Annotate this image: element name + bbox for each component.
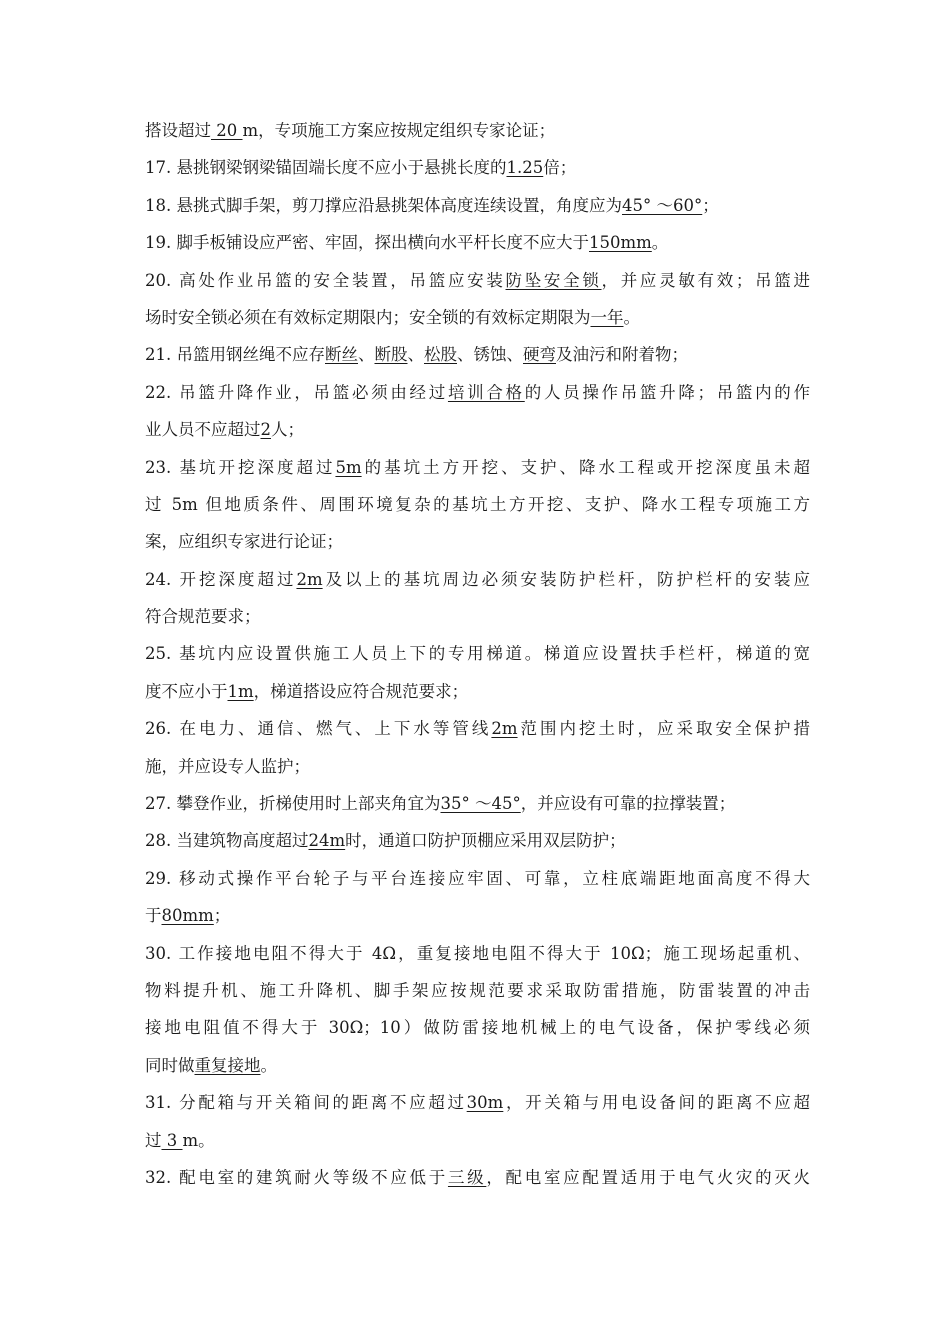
text-segment: 度不应小于 [145,681,228,701]
text-segment: 搭设超过 [145,121,211,140]
underlined-answer: 2m [296,569,323,589]
text-segment: 业人员不应超过 [145,420,261,440]
text-segment: 17. 悬挑钢梁钢梁锚固端长度不应小于悬挑长度的 [145,158,507,178]
text-line [145,262,810,299]
underlined-answer: 35° ～45° [440,794,521,814]
text-line [145,935,810,972]
text-line [145,224,810,261]
text-segment: 20. 高处作业吊篮的安全装置，吊篮应安装 [145,270,506,290]
text-segment: ，并应灵敏有效；吊篮进 [601,270,810,290]
text-line [145,1009,810,1046]
underlined-answer: 3 [161,1130,183,1150]
text-line [145,860,810,897]
text-segment: ，开关箱与用电设备间的距离不应超 [503,1093,810,1113]
text-line [145,149,810,186]
text-segment: 25. 基坑内应设置供施工人员上下的专用梯道。梯道应设置扶手栏杆，梯道的宽 [145,644,810,664]
text-line [145,822,810,859]
text-segment: 27. 攀登作业，折梯使用时上部夹角宜为 [145,794,441,814]
text-segment: 19. 脚手板铺设应严密、牢固，探出横向水平杆长度不应大于 [145,233,589,253]
text-segment: ； [213,906,231,926]
text-line [145,1084,810,1121]
text-line [145,299,810,336]
document-body [145,112,810,1196]
text-segment: 24. 开挖深度超过 [145,569,297,589]
text-segment: 、 [407,345,424,365]
text-segment: 22. 吊篮升降作业，吊篮必须由经过 [145,382,448,402]
document-page [145,112,810,1196]
text-line [145,748,810,785]
text-line [145,785,810,822]
text-line [145,635,810,672]
underlined-answer: 24m [308,831,346,851]
text-segment: 的基坑土方开挖、支护、降水工程或开挖深度虽未超 [361,457,810,477]
text-segment: 23. 基坑开挖深度超过 [145,457,336,477]
text-segment: 、 [358,345,375,365]
text-segment: 倍； [543,158,577,178]
text-segment: 符合规范要求； [145,607,261,627]
text-segment: ； [702,195,719,215]
underlined-answer: 5m [335,457,362,477]
text-segment: 21. 吊篮用钢丝绳不应存 [145,345,325,365]
underlined-answer: 重复接地 [194,1055,261,1075]
text-line [145,1122,810,1159]
underlined-answer: 45° ～60° [622,195,703,215]
text-segment: 过 5m 但地质条件、周围环境复杂的基坑土方开挖、支护、降水工程专项施工方 [145,494,810,514]
text-line [145,336,810,373]
text-segment: 18. 悬挑式脚手架，剪刀撑应沿悬挑架体高度连续设置，角度应为 [145,195,622,215]
text-line [145,972,810,1009]
underlined-answer: 防坠安全锁 [505,270,602,290]
underlined-answer: 1m [227,681,254,701]
text-line [145,710,810,747]
text-line [145,486,810,523]
text-segment: m，专项施工方案应按规定组织专家论证； [242,121,556,140]
underlined-answer: 一年 [590,307,624,327]
underlined-answer: 三级 [447,1167,487,1187]
text-segment: ，梯道搭设应符合规范要求； [253,681,469,701]
underlined-answer: 松股 [424,345,457,365]
underlined-answer: 2m [491,719,518,739]
text-segment: 26. 在电力、通信、燃气、上下水等管线 [145,719,492,739]
text-segment: 。 [623,307,640,327]
text-segment: 30. 工作接地电阻不得大于 4Ω，重复接地电阻不得大于 10Ω；施工现场起重机、 [145,943,810,963]
underlined-answer: 硬弯 [523,345,556,365]
text-line [145,598,810,635]
text-segment: 、锈蚀、 [457,345,523,365]
text-line [145,187,810,224]
text-segment: 的人员操作吊篮升降；吊篮内的作 [524,382,810,402]
text-line [145,411,810,448]
text-segment: 29. 移动式操作平台轮子与平台连接应牢固、可靠，立柱底端距地面高度不得大 [145,868,810,888]
text-line [145,1047,810,1084]
text-segment: 时，通道口防护顶棚应采用双层防护； [345,831,626,851]
text-segment: 人； [271,420,304,440]
underlined-answer: 150mm [589,233,652,253]
text-segment: ，并应设有可靠的拉撑装置； [520,794,736,814]
text-segment: 接地电阻值不得大于 30Ω；10）做防雷接地机械上的电气设备，保护零线必须 [145,1018,810,1038]
text-segment: 及油污和附着物； [556,345,688,365]
text-segment: 于 [145,906,162,926]
text-segment: 28. 当建筑物高度超过 [145,831,309,851]
underlined-answer: 断丝 [325,345,358,365]
text-segment: 。 [651,233,669,253]
text-segment: 案，应组织专家进行论证； [145,532,343,552]
underlined-answer: 断股 [374,345,408,365]
text-line [145,897,810,934]
underlined-answer: 30m [466,1093,504,1113]
text-segment: 同时做 [145,1055,195,1075]
text-line [145,112,810,149]
text-segment: 范围内挖土时，应采取安全保护措 [517,719,810,739]
text-line [145,561,810,598]
text-segment: m。 [182,1130,215,1150]
text-segment: 32. 配电室的建筑耐火等级不应低于 [145,1167,448,1187]
text-line [145,673,810,710]
text-segment: 施，并应设专人监护； [145,756,310,776]
text-line [145,374,810,411]
text-segment: 及以上的基坑周边必须安装防护栏杆，防护栏杆的安装应 [322,569,810,589]
text-line [145,523,810,560]
underlined-answer: 培训合格 [447,382,525,402]
text-segment: 过 [145,1130,162,1150]
text-line [145,1159,810,1196]
underlined-answer: 1.25 [506,158,544,178]
text-segment: 物料提升机、施工升降机、脚手架应按规范要求采取防雷措施，防雷装置的冲击 [145,980,810,1000]
underlined-answer: 80mm [161,906,214,926]
text-segment: 场时安全锁必须在有效标定期限内；安全锁的有效标定期限为 [145,307,591,327]
underlined-answer: 2 [260,420,271,440]
text-segment: ，配电室应配置适用于电气火灾的灭火 [486,1167,810,1187]
underlined-answer: 20 [211,121,243,140]
text-segment: 。 [260,1055,277,1075]
text-segment: 31. 分配箱与开关箱间的距离不应超过 [145,1093,467,1113]
text-line [145,449,810,486]
